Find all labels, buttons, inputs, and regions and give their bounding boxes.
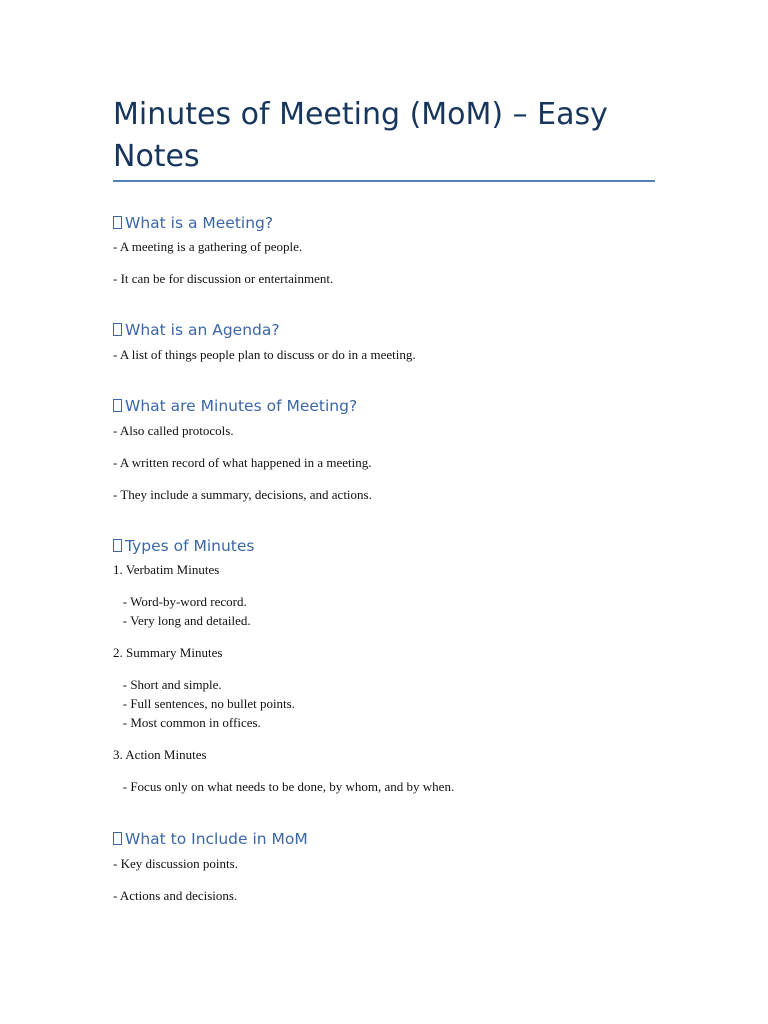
- section-heading-text: Types of Minutes: [125, 537, 255, 555]
- body-line: - Short and simple.: [113, 677, 222, 692]
- section-heading-text: What are Minutes of Meeting?: [125, 397, 358, 415]
- body-line: - Most common in offices.: [113, 715, 261, 730]
- body-line: - A meeting is a gathering of people.: [113, 239, 303, 254]
- body-line: - A list of things people plan to discuss or do in a meeting.: [113, 347, 416, 362]
- placeholder-glyph-icon: [113, 399, 122, 412]
- body-line: - Focus only on what needs to be done, by whom, and by when.: [113, 779, 455, 794]
- body-line: - Very long and detailed.: [113, 613, 251, 628]
- placeholder-glyph-icon: [113, 323, 122, 336]
- body-line: 2. Summary Minutes: [113, 645, 223, 660]
- placeholder-glyph-icon: [113, 539, 122, 552]
- body-line: - Full sentences, no bullet points.: [113, 696, 295, 711]
- section-heading-include: [113, 829, 308, 849]
- section-heading-text: What to Include in MoM: [125, 830, 308, 848]
- body-line: - Key discussion points.: [113, 856, 238, 871]
- placeholder-glyph-icon: [113, 832, 122, 845]
- body-line: - Actions and decisions.: [113, 888, 238, 903]
- section-heading-meeting: [113, 213, 273, 233]
- section-heading-agenda: [113, 320, 280, 340]
- body-line: - A written record of what happened in a meeting.: [113, 455, 372, 470]
- body-line: - Word-by-word record.: [113, 594, 247, 609]
- body-line: - It can be for discussion or entertainment.: [113, 271, 334, 286]
- section-heading-minutes: [113, 396, 357, 416]
- placeholder-glyph-icon: [113, 216, 122, 229]
- body-line: 1. Verbatim Minutes: [113, 562, 220, 577]
- body-line: - Also called protocols.: [113, 423, 234, 438]
- title-underline: [113, 180, 655, 182]
- section-heading-text: What is a Meeting?: [125, 214, 274, 232]
- section-heading-text: What is an Agenda?: [125, 321, 280, 339]
- body-line: 3. Action Minutes: [113, 747, 207, 762]
- section-heading-types: [113, 536, 255, 556]
- document-title: Minutes of Meeting (MoM) – Easy Notes: [113, 97, 608, 174]
- body-line: - They include a summary, decisions, and actions.: [113, 487, 372, 502]
